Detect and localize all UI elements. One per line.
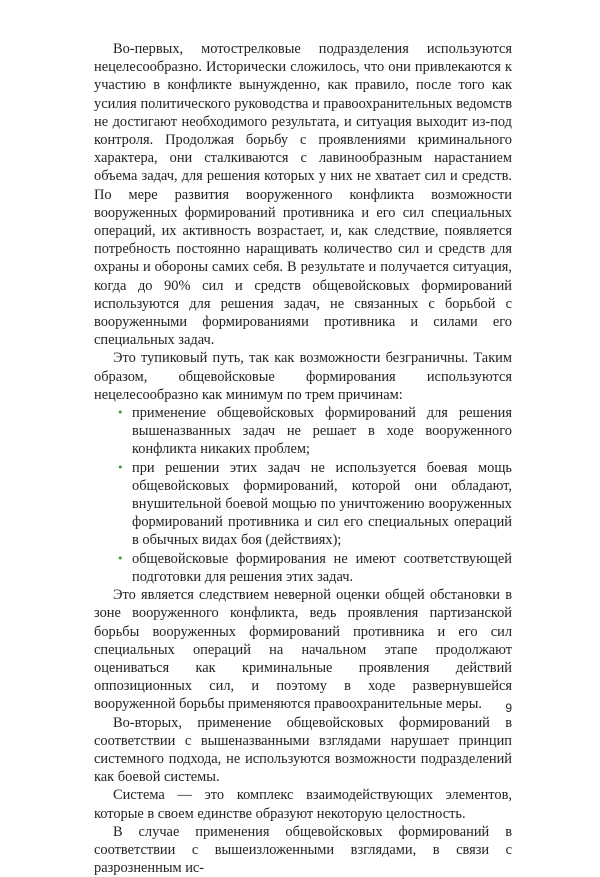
list-item <box>117 550 512 586</box>
list-item-text: применение общевойсковых формирований для решения вышеназванных задач не решает в ходе вооруженного конфликта никаких проблем; <box>132 405 512 458</box>
page-number: 9 <box>505 701 512 715</box>
list-item-text: общевойсковые формирования не имеют соответствующей подготовки для решения этих задач. <box>132 550 512 585</box>
paragraph-system-definition: Система — это комплекс взаимодействующих элементов, которые в своем единстве образуют некоторую целостность. <box>94 787 512 822</box>
paragraph-consequence: Это является следствием неверной оценки общей обстановки в зоне вооруженного конфликта, ведь проявления партизанской борьбы вооруженных формирований противника и его сил специальных операций на начальном этапе продолжают оцениваться как криминальные проявления действий оппозиционных сил, и поэтому в ходе развернувшейся вооруженной борьбы применяются правоохранительные меры. <box>94 587 512 713</box>
paragraph-second-reason: Во-вторых, применение общевойсковых формирований в соответствии с вышеназванными взглядами нарушает принцип системного подхода, не используются возможности подразделений как боевой системы. <box>94 714 512 786</box>
bullet-icon: • <box>117 406 124 420</box>
paragraph-first-reason: Во-первых, мотострелковые подразделения используются нецелесообразно. Исторически сложилось, что они привлекаются к участию в конфликте вынужденно, как правило, после того как усилия политического руководства и правоохранительных ведомств не достигают необходимого результата, и ситуация выходит из-под контроля. Продолжая борьбу с проявлениями криминального характера, они сталкиваются с лавинообразным нарастанием объема задач, для решения которых у них не хватает сил и средств. По мере развития вооруженного конфликта возможности вооруженных формирований противника и его сил специальных операций, их активность возрастает, и, как следствие, появляется потребность постоянно наращивать количество сил и средств для охраны и обороны самих себя. В результате и получается ситуация, когда до 90% сил и средств общевойсковых формирований используются для решения задач, не связанных с борьбой с вооруженными формированиями противника и силами его специальных задач. <box>94 41 512 349</box>
list-item <box>117 404 512 459</box>
reasons-list <box>94 404 512 586</box>
bullet-icon: • <box>117 460 124 474</box>
list-item-text: при решении этих задач не используется боевая мощь общевойсковых формирований, которой они обладают, внушительной боевой мощью по уничтожению вооруженных формирований противника и сил его специальных операций в обычных видах боя (действиях); <box>132 459 512 549</box>
list-item <box>117 459 512 550</box>
bullet-icon: • <box>117 551 124 565</box>
paragraph-continued: В случае применения общевойсковых формирований в соответствии с вышеизложенными взглядами, в связи с разрозненным ис- <box>94 823 512 877</box>
paragraph-dead-end: Это тупиковый путь, так как возможности безграничны. Таким образом, общевойсковые формирования используются нецелесообразно как минимум по трем причинам: <box>94 350 512 403</box>
page-body <box>94 40 512 877</box>
